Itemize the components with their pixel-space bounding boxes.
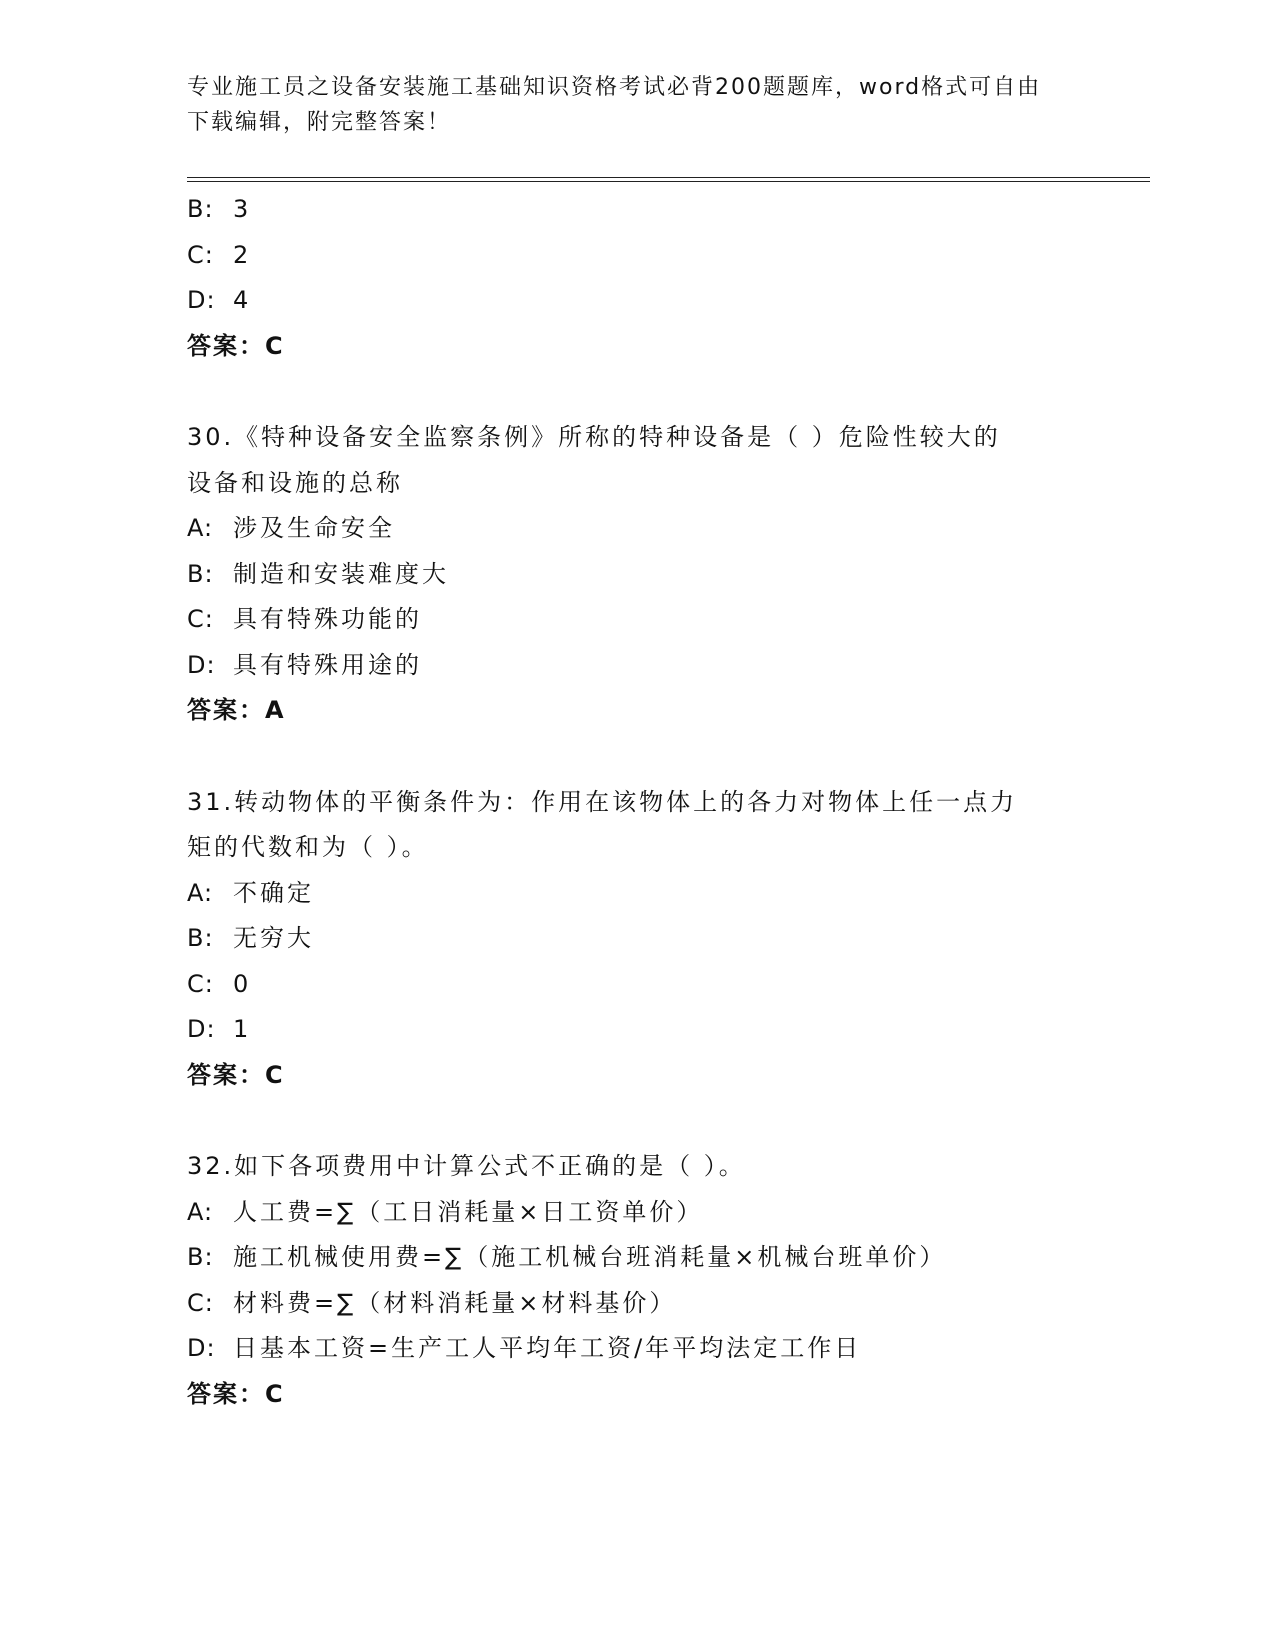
answer-line: 答案：A	[187, 696, 286, 724]
option-text: 不确定	[233, 878, 314, 907]
option-d	[187, 1007, 1087, 1053]
spacer	[187, 1098, 1087, 1144]
option-text: 1	[233, 1015, 252, 1043]
option-label: B:	[187, 1243, 214, 1271]
option-label: A:	[187, 514, 214, 542]
question-29-continued	[187, 187, 1087, 369]
option-c	[187, 1281, 1087, 1327]
answer-line: 答案：C	[187, 1060, 285, 1089]
option-text: 具有特殊功能的	[233, 605, 422, 633]
header-line-2: 下载编辑，附完整答案！	[187, 110, 452, 135]
option-label: A:	[187, 878, 214, 907]
option-d	[187, 1326, 1087, 1372]
question-stem: 30.《特种设备安全监察条例》所称的特种设备是（ ）危险性较大的	[187, 423, 1001, 451]
option-a	[187, 1190, 1087, 1236]
option-label: A:	[187, 1197, 214, 1226]
question-30	[187, 415, 1087, 734]
question-stem-cont: 设备和设施的总称	[187, 468, 403, 497]
question-stem: 31.转动物体的平衡条件为：作用在该物体上的各力对物体上任一点力	[187, 787, 1018, 816]
option-label: D:	[187, 1015, 216, 1043]
question-stem-cont: 矩的代数和为（ ）。	[187, 833, 429, 861]
answer-line: 答案：C	[187, 1379, 285, 1408]
option-label: D:	[187, 650, 216, 679]
option-text: 无穷大	[233, 924, 314, 952]
option-c	[187, 233, 1087, 279]
option-c	[187, 597, 1087, 643]
option-text: 涉及生命安全	[233, 514, 395, 542]
option-text: 人工费=∑（工日消耗量×日工资单价）	[233, 1197, 704, 1226]
header-line-1: 专业施工员之设备安装施工基础知识资格考试必背200题题库，word格式可自由	[187, 75, 1042, 100]
question-32	[187, 1144, 1087, 1417]
option-text: 3	[233, 195, 252, 223]
question-list	[187, 187, 1087, 1417]
option-b	[187, 187, 1087, 233]
option-text: 制造和安装难度大	[233, 559, 449, 588]
option-text: 0	[233, 969, 252, 998]
header-rule-bottom	[187, 181, 1150, 182]
header-rule-top	[187, 177, 1150, 178]
answer-line: 答案：C	[187, 331, 285, 360]
option-a	[187, 506, 1087, 552]
option-text: 具有特殊用途的	[233, 650, 422, 679]
question-stem: 32.如下各项费用中计算公式不正确的是（ ）。	[187, 1152, 746, 1180]
option-label: C:	[187, 1288, 214, 1317]
option-text: 材料费=∑（材料消耗量×材料基价）	[233, 1288, 677, 1317]
option-label: C:	[187, 605, 214, 633]
option-a	[187, 871, 1087, 917]
option-d	[187, 643, 1087, 689]
option-text: 日基本工资=生产工人平均年工资/年平均法定工作日	[233, 1334, 862, 1362]
option-text: 2	[233, 240, 252, 269]
option-b	[187, 916, 1087, 962]
option-text: 施工机械使用费=∑（施工机械台班消耗量×机械台班单价）	[233, 1243, 947, 1271]
option-label: D:	[187, 286, 216, 314]
option-label: C:	[187, 969, 214, 998]
option-label: C:	[187, 240, 214, 269]
spacer	[187, 369, 1087, 415]
option-b	[187, 1235, 1087, 1281]
option-label: B:	[187, 559, 214, 588]
option-label: B:	[187, 195, 214, 223]
spacer	[187, 734, 1087, 780]
option-label: D:	[187, 1334, 216, 1362]
option-c	[187, 962, 1087, 1008]
option-d	[187, 278, 1087, 324]
document-header	[187, 70, 1067, 140]
option-text: 4	[233, 286, 252, 314]
option-b	[187, 552, 1087, 598]
option-label: B:	[187, 924, 214, 952]
question-31	[187, 780, 1087, 1099]
